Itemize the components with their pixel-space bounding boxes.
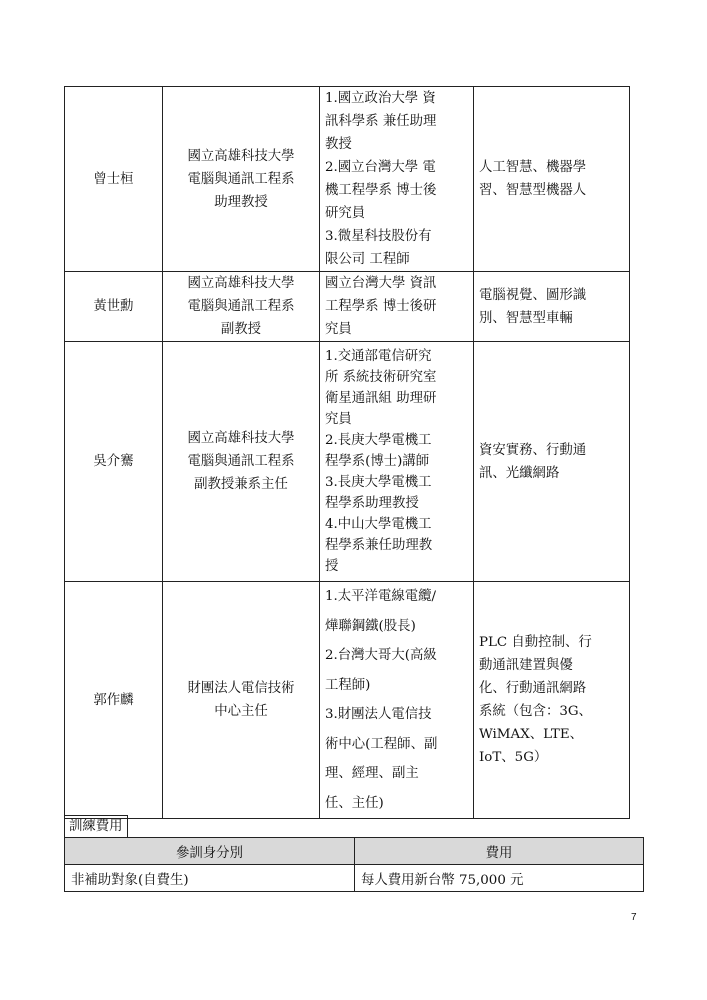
instructor-specialty: PLC 自動控制、行 動通訊建置與優 化、行動通訊網路 系統（包含：3G、 WiMAX、LTE、 IoT、5G） [474, 582, 630, 819]
column-header-fee: 費用 [355, 838, 644, 865]
fee-section-label: 訓練費用 [64, 815, 128, 838]
instructor-affiliation: 國立高雄科技大學 電腦與通訊工程系 副教授 [163, 272, 320, 342]
instructor-name: 吳介騫 [65, 342, 163, 582]
instructor-experience: 1.太平洋電線電纜/ 燁聯鋼鐵(股長) 2.台灣大哥大(高級 工程師) 3.財團法人電信技 術中心(工程師、副 理、經理、副主 任、主任) [320, 582, 474, 819]
fee-identity-cell: 非補助對象(自費生) [65, 865, 355, 892]
instructor-name: 黃世勳 [65, 272, 163, 342]
table-row [65, 342, 630, 582]
table-row [65, 87, 630, 272]
table-row [65, 865, 644, 892]
instructor-affiliation: 財團法人電信技術 中心主任 [163, 582, 320, 819]
instructor-specialty: 人工智慧、機器學 習、智慧型機器人 [474, 87, 630, 272]
fee-amount-cell: 每人費用新台幣 75,000 元 [355, 865, 644, 892]
faculty-table [64, 86, 630, 819]
instructor-experience: 1.國立政治大學 資 訊科學系 兼任助理 教授 2.國立台灣大學 電 機工程學系 博士後 研究員 3.微星科技股份有 限公司 工程師 [320, 87, 474, 272]
instructor-name: 郭作麟 [65, 582, 163, 819]
instructor-affiliation: 國立高雄科技大學 電腦與通訊工程系 助理教授 [163, 87, 320, 272]
table-row [65, 582, 630, 819]
table-row [65, 272, 630, 342]
instructor-affiliation: 國立高雄科技大學 電腦與通訊工程系 副教授兼系主任 [163, 342, 320, 582]
table-header-row [65, 838, 644, 865]
instructor-specialty: 電腦視覺、圖形識 別、智慧型車輛 [474, 272, 630, 342]
instructor-experience: 國立台灣大學 資訊 工程學系 博士後研 究員 [320, 272, 474, 342]
column-header-identity: 參訓身分別 [65, 838, 355, 865]
page-number: 7 [631, 912, 637, 923]
instructor-name: 曾士桓 [65, 87, 163, 272]
instructor-experience: 1.交通部電信研究 所 系統技術研究室 衛星通訊組 助理研 究員 2.長庚大學電機工 程學系(博士)講師 3.長庚大學電機工 程學系助理教授 4.中山大學電機工 程學系兼任助理教 授 [320, 342, 474, 582]
instructor-specialty: 資安實務、行動通 訊、光纖網路 [474, 342, 630, 582]
fee-table [64, 837, 644, 892]
